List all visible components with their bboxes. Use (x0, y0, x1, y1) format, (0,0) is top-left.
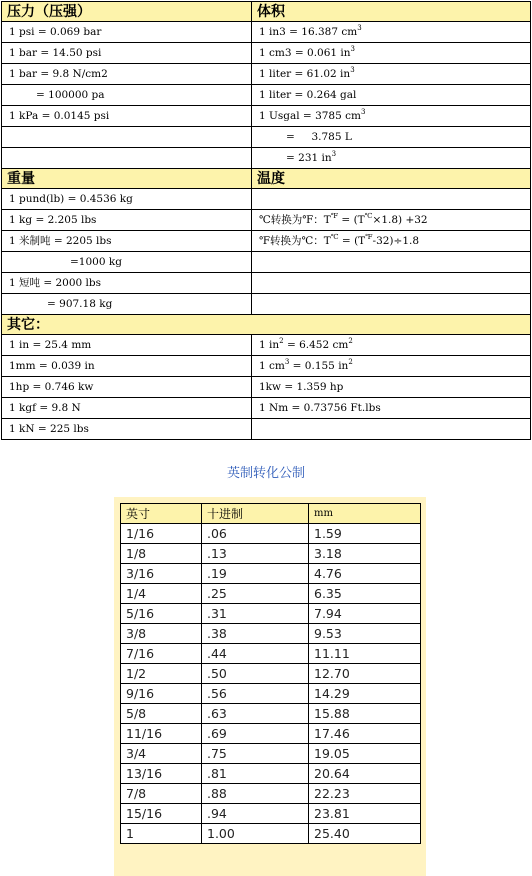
imperial-metric-caption: 英制转化公制 (226, 466, 305, 481)
table-row (121, 764, 421, 784)
pressure-cell: 1 psi = 0.069 bar (2, 22, 252, 43)
other-cell: 1 in = 25.4 mm (2, 335, 252, 356)
mm-cell: 25.40 (309, 824, 421, 844)
mm-cell: 4.76 (309, 564, 421, 584)
pressure-cell: = 100000 pa (2, 85, 252, 106)
column-header-inch: 英寸 (121, 504, 202, 524)
empty-cell (252, 419, 531, 440)
empty-cell (2, 148, 252, 169)
volume-cell: = 231 $in^3$ (252, 148, 531, 169)
volume-cell: 1 liter = 0.264 gal (252, 85, 531, 106)
inch-cell: 3/4 (121, 744, 202, 764)
decimal-cell: .31 (202, 604, 309, 624)
empty-cell (252, 189, 531, 210)
table-row (121, 724, 421, 744)
table-row (121, 624, 421, 644)
weight-cell: 1 kg = 2.205 lbs (2, 210, 252, 231)
inch-cell: 5/16 (121, 604, 202, 624)
table-row (121, 564, 421, 584)
inch-mm-table (120, 503, 421, 844)
table-row (121, 704, 421, 724)
weight-cell: 1 短吨 = 2000 lbs (2, 273, 252, 294)
decimal-cell: .50 (202, 664, 309, 684)
volume-cell: 1 liter = 61.02 $in^3$ (252, 64, 531, 85)
empty-cell (252, 273, 531, 294)
inch-cell: 15/16 (121, 804, 202, 824)
inch-cell: 7/16 (121, 644, 202, 664)
mm-cell: 23.81 (309, 804, 421, 824)
decimal-cell: .69 (202, 724, 309, 744)
inch-cell: 13/16 (121, 764, 202, 784)
temperature-cell: ℉转换为℃：T℃ = (T℉-32)÷1.8 (252, 231, 531, 252)
empty-cell (252, 252, 531, 273)
table-row (121, 544, 421, 564)
table-row (121, 824, 421, 844)
decimal-cell: .81 (202, 764, 309, 784)
decimal-cell: .44 (202, 644, 309, 664)
column-header-mm: mm (309, 504, 421, 524)
other-cell: 1 $in^2 = 6.452$ $cm^2$ (252, 335, 531, 356)
inch-mm-table-panel (114, 497, 426, 876)
volume-cell: = 3.785 L (252, 127, 531, 148)
other-cell: 1 Nm = 0.73756 Ft.lbs (252, 398, 531, 419)
inch-cell: 1/16 (121, 524, 202, 544)
inch-cell: 1 (121, 824, 202, 844)
weight-cell: = 907.18 kg (2, 294, 252, 315)
other-cell: 1kw = 1.359 hp (252, 377, 531, 398)
mm-cell: 22.23 (309, 784, 421, 804)
mm-cell: 15.88 (309, 704, 421, 724)
table-row (121, 804, 421, 824)
weight-cell: 1 米制吨 = 2205 lbs (2, 231, 252, 252)
decimal-cell: .56 (202, 684, 309, 704)
other-cell: 1 kN = 225 lbs (2, 419, 252, 440)
other-cell: 1mm = 0.039 in (2, 356, 252, 377)
table-row (121, 524, 421, 544)
temperature-cell: ℃转换为℉：T℉ = (T℃×1.8) +32 (252, 210, 531, 231)
mm-cell: 20.64 (309, 764, 421, 784)
pressure-heading: 压力（压强） (2, 2, 252, 22)
other-cell: 1 kgf = 9.8 N (2, 398, 252, 419)
inch-cell: 3/16 (121, 564, 202, 584)
empty-cell (252, 294, 531, 315)
table-row (121, 664, 421, 684)
volume-cell: 1 cm3 = 0.061 $in^3$ (252, 43, 531, 64)
mm-cell: 12.70 (309, 664, 421, 684)
decimal-cell: .63 (202, 704, 309, 724)
other-cell: 1 $cm^3 = 0.155$ $in^2$ (252, 356, 531, 377)
decimal-cell: .38 (202, 624, 309, 644)
decimal-cell: .06 (202, 524, 309, 544)
inch-cell: 3/8 (121, 624, 202, 644)
volume-heading: 体积 (252, 2, 531, 22)
table-row (121, 604, 421, 624)
mm-cell: 14.29 (309, 684, 421, 704)
table-row (121, 644, 421, 664)
decimal-cell: .88 (202, 784, 309, 804)
decimal-cell: .13 (202, 544, 309, 564)
inch-cell: 1/4 (121, 584, 202, 604)
inch-cell: 11/16 (121, 724, 202, 744)
mm-cell: 17.46 (309, 724, 421, 744)
mm-cell: 7.94 (309, 604, 421, 624)
inch-cell: 1/8 (121, 544, 202, 564)
weight-heading: 重量 (2, 169, 252, 189)
decimal-cell: .75 (202, 744, 309, 764)
table-row (121, 584, 421, 604)
decimal-cell: .25 (202, 584, 309, 604)
mm-cell: 3.18 (309, 544, 421, 564)
table-row (121, 784, 421, 804)
mm-cell: 19.05 (309, 744, 421, 764)
other-cell: 1hp = 0.746 kw (2, 377, 252, 398)
inch-cell: 1/2 (121, 664, 202, 684)
weight-cell: 1 pund(lb) = 0.4536 kg (2, 189, 252, 210)
temperature-heading: 温度 (252, 169, 531, 189)
pressure-cell: 1 bar = 9.8 N/cm2 (2, 64, 252, 85)
conversion-table (1, 1, 531, 440)
decimal-cell: 1.00 (202, 824, 309, 844)
decimal-cell: .94 (202, 804, 309, 824)
inch-cell: 5/8 (121, 704, 202, 724)
volume-cell: 1 Usgal = 3785 $cm^3$ (252, 106, 531, 127)
table-row (121, 684, 421, 704)
mm-cell: 11.11 (309, 644, 421, 664)
table-header-row (121, 504, 421, 524)
decimal-cell: .19 (202, 564, 309, 584)
inch-cell: 7/8 (121, 784, 202, 804)
pressure-cell: 1 bar = 14.50 psi (2, 43, 252, 64)
empty-cell (2, 127, 252, 148)
table-row (121, 744, 421, 764)
pressure-cell: 1 kPa = 0.0145 psi (2, 106, 252, 127)
weight-cell: =1000 kg (2, 252, 252, 273)
mm-cell: 9.53 (309, 624, 421, 644)
volume-cell: 1 in3 = 16.387 $cm^3$ (252, 22, 531, 43)
other-heading: 其它： (2, 315, 531, 335)
mm-cell: 6.35 (309, 584, 421, 604)
inch-cell: 9/16 (121, 684, 202, 704)
column-header-decimal: 十进制 (202, 504, 309, 524)
mm-cell: 1.59 (309, 524, 421, 544)
